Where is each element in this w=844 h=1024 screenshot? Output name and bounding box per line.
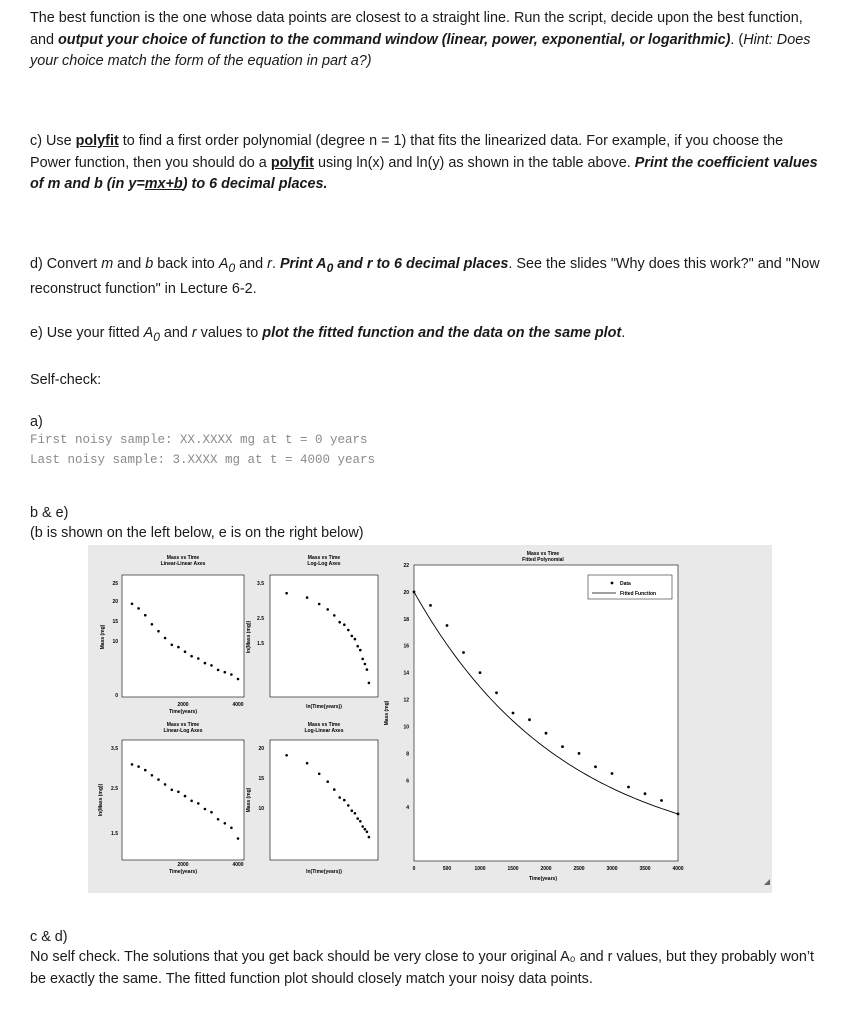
subplot4-point xyxy=(356,817,359,820)
subplot1-xtick-4000: 4000 xyxy=(232,702,244,708)
subplot4-point xyxy=(368,836,371,839)
subplot1-point xyxy=(177,646,180,649)
main-plot-subtitle: Fitted Polynomial xyxy=(522,557,564,563)
main-plot-point xyxy=(644,792,647,795)
subplot4-point xyxy=(343,799,346,802)
subplot3-point xyxy=(171,789,174,792)
subplot4-ytick-10: 10 xyxy=(258,806,264,812)
main-plot-ytick: 6 xyxy=(406,778,409,785)
main-fitted-plot xyxy=(384,551,684,882)
subplot4-point xyxy=(326,780,329,783)
subplot3-point xyxy=(157,778,160,781)
subplot1-point xyxy=(210,664,213,667)
subplot2-point xyxy=(368,682,371,685)
subplot1-point xyxy=(151,623,154,626)
main-plot-point xyxy=(660,799,663,802)
main-plot-xtick: 3500 xyxy=(639,866,651,872)
subplot3-xtick-2000: 2000 xyxy=(177,862,189,868)
subplot1-axes xyxy=(122,575,244,697)
main-plot-xtick: 2000 xyxy=(540,866,552,872)
subplot4-point xyxy=(333,788,336,791)
subplot2-point xyxy=(338,621,341,624)
part-cd-label: c & d) xyxy=(30,929,68,945)
last-sample-line: Last noisy sample: 3.XXXX mg at t = 4000 years xyxy=(30,453,376,467)
main-plot-point xyxy=(495,691,498,694)
subplot4-point xyxy=(354,812,357,815)
paragraph-part-d: d) Convert m and b back into $A_0$ and r. Print $A_0$ and r to 6 decimal places. See the slides "Why does this work?" and "Now reconstruct function" in Lecture 6-2. xyxy=(30,256,820,298)
main-plot-xtick: 500 xyxy=(442,866,452,872)
subplot1-point xyxy=(237,678,240,681)
subplot1-xtick-2000: 2000 xyxy=(177,702,189,708)
subplot2-point xyxy=(366,668,369,671)
subplot1-point xyxy=(217,669,220,672)
subplot3-point xyxy=(151,774,154,777)
subplot4-point xyxy=(347,804,350,807)
subplot4-point xyxy=(361,825,364,828)
main-plot-point xyxy=(462,651,465,654)
subplot4-point xyxy=(306,762,309,765)
subplot3-point xyxy=(197,802,200,805)
subplot3-point xyxy=(184,795,187,798)
main-plot-ytick: 10 xyxy=(403,724,409,731)
main-plot-point xyxy=(611,772,614,775)
subplot2-point xyxy=(359,649,362,652)
subplot3-ytick-2.5: 2.5 xyxy=(111,786,118,792)
subplot2-xlabel: ln(Time(years)) xyxy=(306,704,342,710)
main-plot-ylabel: Mass (mg) xyxy=(384,700,390,726)
main-plot-ytick: 16 xyxy=(403,643,409,650)
subplot3-point xyxy=(177,791,180,794)
subplot2-point xyxy=(326,608,329,611)
subplot3-point xyxy=(217,818,220,821)
subplot4-point xyxy=(366,831,369,834)
subplot1-point xyxy=(131,603,134,606)
subplot4-point xyxy=(285,754,288,757)
main-plot-ytick: 4 xyxy=(406,805,409,812)
subplot3-point xyxy=(137,765,140,768)
main-plot-xtick: 1500 xyxy=(507,866,519,872)
subplot1-point xyxy=(171,644,174,647)
subplot4-point xyxy=(359,820,362,823)
subplot1-point xyxy=(190,655,193,658)
main-plot-point xyxy=(528,718,531,721)
main-plot-ytick: 12 xyxy=(403,697,409,704)
main-plot-point xyxy=(627,786,630,789)
subplot1-point xyxy=(137,607,140,610)
subplot3-xtick-4000: 4000 xyxy=(232,862,244,868)
main-plot-xtick: 4000 xyxy=(672,866,684,872)
main-plot-point xyxy=(446,624,449,627)
legend-data-label: Data xyxy=(620,581,631,587)
subplot3-point xyxy=(204,808,207,811)
main-plot-point xyxy=(594,765,597,768)
subplot4-axes xyxy=(270,740,378,860)
subplot4-title: Mass vs Time xyxy=(307,722,341,728)
subplot4-ytick-20: 20 xyxy=(258,746,264,752)
subplot4-point xyxy=(364,828,367,831)
subplot1-point xyxy=(224,671,227,674)
subplot1-ytick-15: 15 xyxy=(112,619,118,625)
subplot1-ytick-10: 10 xyxy=(112,639,118,645)
part-be-label: b & e) xyxy=(30,505,69,521)
subplot3-ytick-1.5: 1.5 xyxy=(111,831,118,837)
paragraph-part-c: c) Use polyfit to find a first order polynomial (degree n = 1) that fits the linearized data. For example, if you choose the Power function, then you should do a polyfit using ln(x) and ln(y) as shown in the table above. Print the coefficient values of m and b (in y=mx+b) to 6 decimal places. xyxy=(30,133,818,192)
subplot2-point xyxy=(347,629,350,632)
subplot4-point xyxy=(318,773,321,776)
main-plot-ytick: 8 xyxy=(406,751,409,758)
main-plot-xtick: 3000 xyxy=(606,866,618,872)
main-plot-point xyxy=(561,745,564,748)
subplot4-point xyxy=(338,796,341,799)
main-plot-legend xyxy=(588,575,672,599)
main-plot-ytick: 22 xyxy=(403,563,409,569)
subplot2-point xyxy=(285,592,288,595)
main-plot-ytick: 18 xyxy=(403,616,409,623)
subplot2-ytick-3.5: 3.5 xyxy=(257,581,264,587)
subplot2-ytick-1.5: 1.5 xyxy=(257,641,264,647)
subplot2-ylabel: ln(Mass (mg)) xyxy=(246,620,252,654)
plots-figure xyxy=(88,545,772,893)
subplot3-subtitle: Linear-Log Axes xyxy=(163,728,203,734)
subplot3-point xyxy=(224,822,227,825)
subplot4-ytick-15: 15 xyxy=(258,776,264,782)
subplot4-subtitle: Log-Linear Axes xyxy=(304,728,344,734)
subplot1-point xyxy=(230,673,233,676)
main-plot-xtick: 0 xyxy=(412,866,416,872)
subplot1-point xyxy=(164,637,167,640)
subplot3-title: Mass vs Time xyxy=(166,722,200,728)
subplot3-point xyxy=(210,811,213,814)
subplot1-point xyxy=(157,630,160,633)
main-plot-axes xyxy=(414,565,678,861)
subplot2-point xyxy=(306,596,309,599)
subplot3-point xyxy=(230,827,233,830)
subplot2-point xyxy=(361,658,364,661)
subplot3-ylabel: ln(Mass (mg)) xyxy=(98,783,104,817)
subplot3-axes xyxy=(122,740,244,860)
subplot3-xlabel: Time(years) xyxy=(169,869,197,875)
part-be-note: (b is shown on the left below, e is on the right below) xyxy=(30,525,364,541)
paragraph-best-function: The best function is the one whose data points are closest to a straight line. Run the script, decide upon the best function, and output your choice of function to the command window (linear, power, exponential, or logarithmic). (Hint: Does your choice match the form of the equation in part a?) xyxy=(30,10,811,69)
main-plot-point xyxy=(578,752,581,755)
part-a-label: a) xyxy=(30,414,43,430)
subplot1-xlabel: Time(years) xyxy=(169,709,197,715)
subplot3-point xyxy=(190,800,193,803)
subplot1-ylabel: Mass (mg) xyxy=(100,624,106,650)
subplot4-point xyxy=(351,809,354,812)
subplot2-point xyxy=(333,614,336,617)
subplot2-point xyxy=(351,635,354,638)
main-plot-ytick: 20 xyxy=(403,589,409,596)
subplot4-ylabel: Mass (mg) xyxy=(246,787,252,813)
self-check-heading: Self-check: xyxy=(30,372,102,388)
subplot1-point xyxy=(197,657,200,660)
subplot1-title: Mass vs Time xyxy=(166,555,200,561)
subplot1-ytick-0: 0 xyxy=(115,693,118,699)
subplot2-subtitle: Log-Log Axes xyxy=(307,561,341,567)
main-plot-point xyxy=(429,604,432,607)
subplot1-subtitle: Linear-Linear Axes xyxy=(160,561,206,567)
subplot3-point xyxy=(237,837,240,840)
subplot3-ytick-3.5: 3.5 xyxy=(111,746,118,752)
subplot1-point xyxy=(144,614,147,617)
legend-fit-label: Fitted Function xyxy=(620,591,657,597)
paragraph-part-e: e) Use your fitted $A_0$ and r values to plot the fitted function and the data on the same plot. xyxy=(30,325,626,344)
subplot2-point xyxy=(318,603,321,606)
subplot2-point xyxy=(354,638,357,641)
subplot2-point xyxy=(356,645,359,648)
main-plot-ytick: 14 xyxy=(403,670,409,677)
subplot1-ytick-25: 25 xyxy=(112,581,118,587)
legend-data-marker xyxy=(611,582,614,585)
subplot2-ytick-2.5: 2.5 xyxy=(257,616,264,622)
main-plot-xlabel: Time(years) xyxy=(529,876,557,882)
first-sample-line: First noisy sample: XX.XXXX mg at t = 0 years xyxy=(30,433,368,447)
subplot4-xlabel: ln(Time(years)) xyxy=(306,869,342,875)
main-plot-xtick: 1000 xyxy=(474,866,486,872)
part-cd-text: No self check. The solutions that you get back should be very close to your original A₀ and r values, but they probably won’t be exactly the same. The fitted function plot should closely match your noisy data points. xyxy=(30,949,815,987)
main-plot-xtick: 2500 xyxy=(573,866,585,872)
subplot1-point xyxy=(204,662,207,665)
subplot3-point xyxy=(164,783,167,786)
main-plot-point xyxy=(512,712,515,715)
main-plot-point xyxy=(677,813,680,816)
main-plot-point xyxy=(479,671,482,674)
main-plot-point xyxy=(545,732,548,735)
subplot1-point xyxy=(184,650,187,653)
main-plot-title: Mass vs Time xyxy=(526,551,560,557)
subplot2-point xyxy=(364,663,367,666)
subplot1-ytick-20: 20 xyxy=(112,599,118,605)
subplot3-point xyxy=(144,769,147,772)
main-plot-point xyxy=(413,591,416,594)
subplot2-title: Mass vs Time xyxy=(307,555,341,561)
subplot2-point xyxy=(343,623,346,626)
subplot3-point xyxy=(131,763,134,766)
